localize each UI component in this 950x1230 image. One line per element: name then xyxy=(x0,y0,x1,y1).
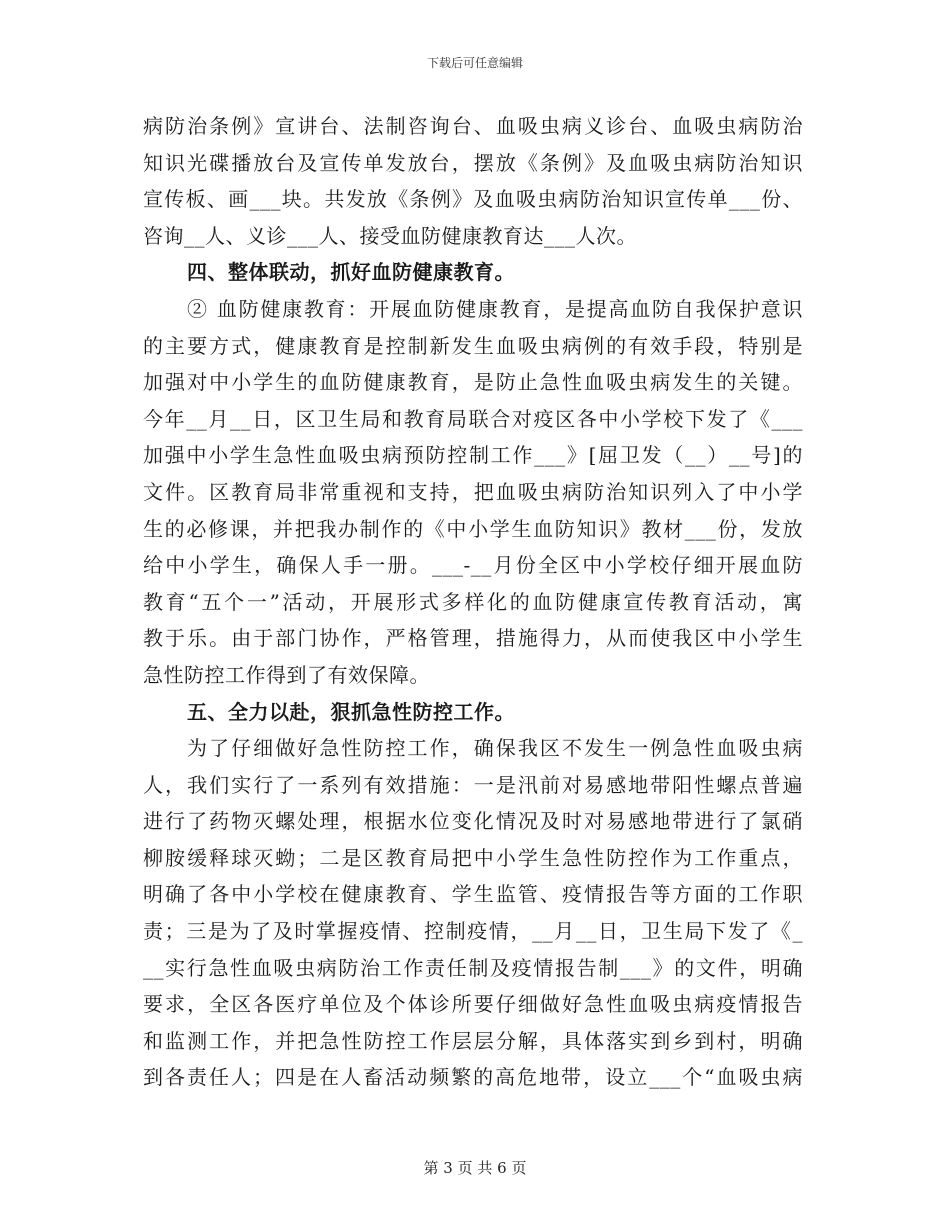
body-line: 急性防控工作得到了有效保障。 xyxy=(143,662,430,687)
body-line: 今年__月__日，区卫生局和教育局联合对疫区各中小学校下发了《___ xyxy=(143,406,803,431)
body-line: 的主要方式，健康教育是控制新发生血吸虫病例的有效手段，特别是 xyxy=(143,333,803,358)
body-line: 知识光碟播放台及宣传单发放台，摆放《条例》及血吸虫病防治知识 xyxy=(143,150,803,175)
body-line: 到各责任人；四是在人畜活动频繁的高危地带，设立___个“血吸虫病 xyxy=(143,1065,803,1090)
section-heading-4: 四、整体联动，抓好血防健康教育。 xyxy=(187,260,515,285)
body-line: 加强中小学生急性血吸虫病预防控制工作___》[屈卫发（__）__号]的 xyxy=(143,443,803,468)
body-line: 咨询__人、义诊___人、接受血防健康教育达___人次。 xyxy=(143,223,637,248)
body-line: 进行了药物灭螺处理，根据水位变化情况及时对易感地带进行了氯硝 xyxy=(143,809,803,834)
body-line: __实行急性血吸虫病防治工作责任制及疫情报告制___》的文件，明确 xyxy=(143,955,803,980)
body-line: 要求，全区各医疗单位及个体诊所要仔细做好急性血吸虫病疫情报告 xyxy=(143,992,803,1017)
body-line: 加强对中小学生的血防健康教育，是防止急性血吸虫病发生的关键。 xyxy=(143,370,803,395)
body-line: 和监测工作，并把急性防控工作层层分解，具体落实到乡到村，明确 xyxy=(143,1028,803,1053)
body-line: 给中小学生，确保人手一册。___-__月份全区中小学校仔细开展血防 xyxy=(143,553,803,578)
page-footer: 第 3 页 共 6 页 xyxy=(423,1159,527,1177)
body-line: 柳胺缓释球灭蚴；二是区教育局把中小学生急性防控作为工作重点， xyxy=(143,845,803,870)
body-line: 为了仔细做好急性防控工作，确保我区不发生一例急性血吸虫病 xyxy=(187,736,803,761)
page-header: 下载后可任意编辑 xyxy=(426,56,523,70)
body-line: 病防治条例》宣讲台、法制咨询台、血吸虫病义诊台、血吸虫病防治 xyxy=(143,114,803,138)
body-line: ② 血防健康教育：开展血防健康教育，是提高血防自我保护意识 xyxy=(187,296,803,321)
body-line: 明确了各中小学校在健康教育、学生监管、疫情报告等方面的工作职 xyxy=(143,882,803,907)
body-line: 人，我们实行了一系列有效措施：一是汛前对易感地带阳性螺点普遍 xyxy=(143,772,803,797)
section-heading-5: 五、全力以赴，狠抓急性防控工作。 xyxy=(187,699,515,724)
body-line: 教于乐。由于部门协作，严格管理，措施得力，从而使我区中小学生 xyxy=(143,626,803,651)
document-body xyxy=(143,108,803,1096)
body-line: 文件。区教育局非常重视和支持，把血吸虫病防治知识列入了中小学 xyxy=(143,479,803,504)
body-line: 宣传板、画___块。共发放《条例》及血吸虫病防治知识宣传单___份、 xyxy=(143,187,803,212)
body-line: 责；三是为了及时掌握疫情、控制疫情，__月__日，卫生局下发了《_ xyxy=(143,919,803,944)
body-line: 教育“五个一”活动，开展形式多样化的血防健康宣传教育活动，寓 xyxy=(143,589,803,614)
body-line: 生的必修课，并把我办制作的《中小学生血防知识》教材___份，发放 xyxy=(143,516,803,541)
